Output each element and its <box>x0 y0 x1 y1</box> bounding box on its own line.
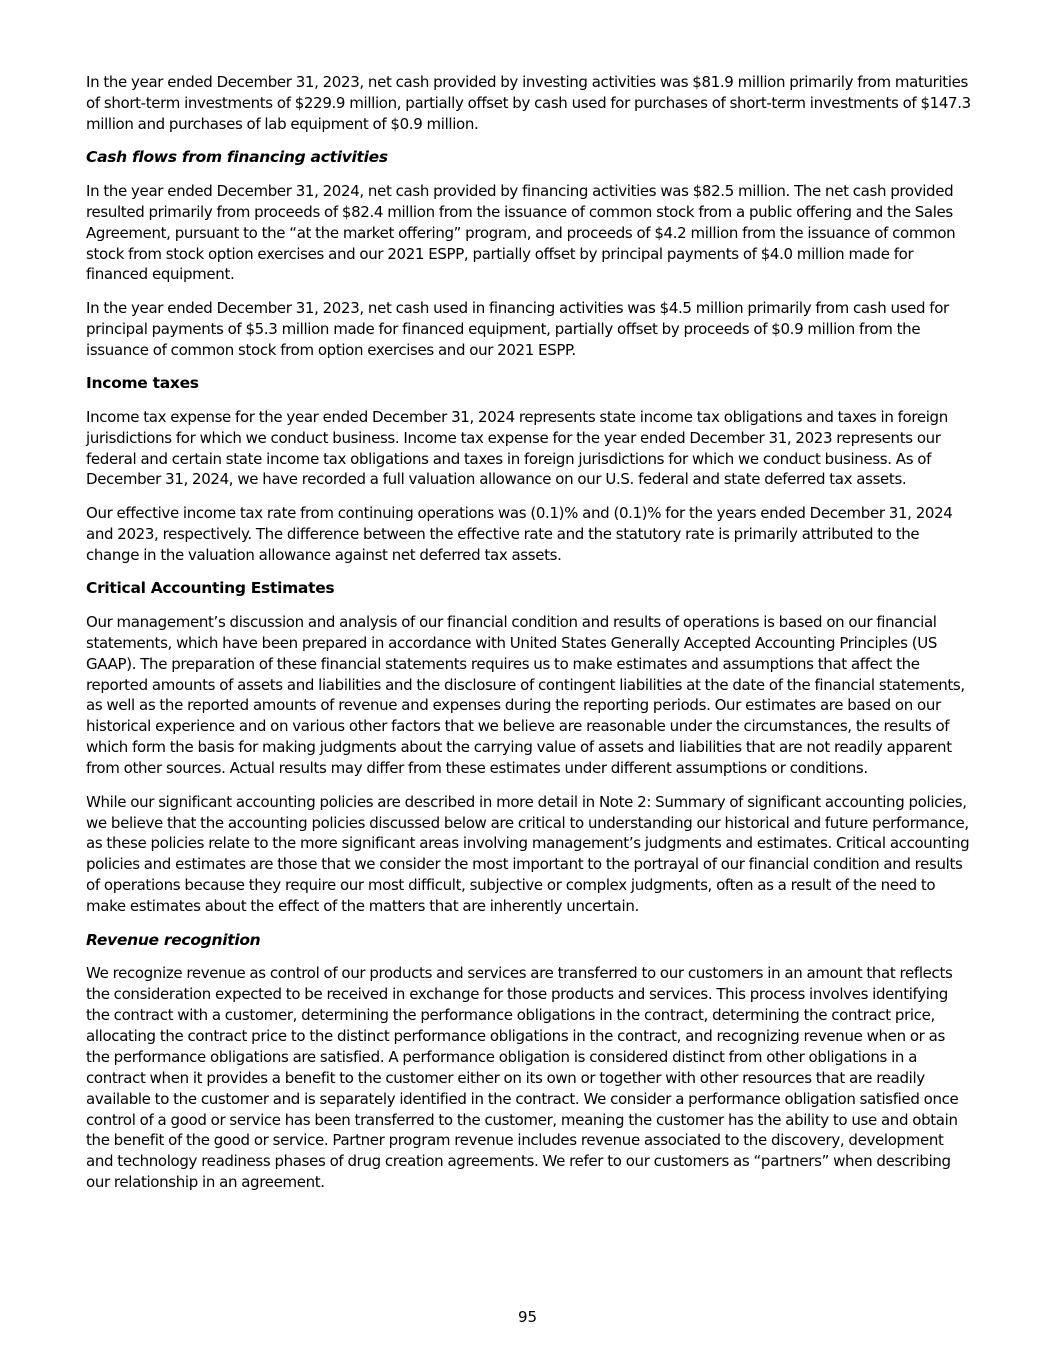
financing-2024-paragraph: In the year ended December 31, 2024, net cash provided by financing activities was $82.5 million. The net cash provided resulted primarily from proceeds of $82.4 million from the issuance of common stock from a public offering and the Sales Agreement, pursuant to the “at the market offering” program, and proceeds of $4.2 million from the issuance of common stock from stock option exercises and our 2021 ESPP, partially offset by principal payments of $4.0 million made for financed equipment. <box>86 181 956 284</box>
effective-tax-rate-paragraph: Our effective income tax rate from continuing operations was (0.1)% and (0.1)% for the years ended December 31, 2024 and 2023, respectively. The difference between the effective rate and the statutory rate is primarily attributed to the change in the valuation allowance against net deferred tax assets. <box>86 503 953 564</box>
revenue-recognition-heading: Revenue recognition <box>86 930 261 949</box>
critical-accounting-estimates-heading: Critical Accounting Estimates <box>86 579 335 598</box>
investing-2023-paragraph: In the year ended December 31, 2023, net cash provided by investing activities was $81.9 million primarily from maturities of short-term investments of $229.9 million, partially offset by cash used for purchases of short-term investments of $147.3 million and purchases of lab equipment of $0.9 million. <box>86 73 971 133</box>
document-page <box>86 72 971 1206</box>
income-taxes-heading: Income taxes <box>86 374 199 393</box>
financing-2023-paragraph: In the year ended December 31, 2023, net cash used in financing activities was $4.5 million primarily from cash used for principal payments of $5.3 million made for financed equipment, partially offset by proceeds of $0.9 million from the issuance of common stock from option exercises and our 2021 ESPP. <box>86 298 949 359</box>
md-and-a-paragraph: Our management’s discussion and analysis of our financial condition and results of operations is based on our financial statements, which have been prepared in accordance with United States Generally Accepted Accounting Principles (US GAAP). The preparation of these financial statements requires us to make estimates and assumptions that affect the reported amounts of assets and liabilities and the disclosure of contingent liabilities at the date of the financial statements, as well as the reported amounts of revenue and expenses during the reporting periods. Our estimates are based on our historical experience and on various other factors that we believe are reasonable under the circumstances, the results of which form the basis for making judgments about the carrying value of assets and liabilities that are not readily apparent from other sources. Actual results may differ from these estimates under different assumptions or conditions. <box>86 612 965 778</box>
revenue-recognition-paragraph: We recognize revenue as control of our products and services are transferred to our customers in an amount that reflects the consideration expected to be received in exchange for those products and services. This process involves identifying the contract with a customer, determining the performance obligations in the contract, determining the contract price, allocating the contract price to the distinct performance obligations in the contract, and recognizing revenue when or as the performance obligations are satisfied. A performance obligation is considered distinct from other obligations in a contract when it provides a benefit to the customer either on its own or together with other resources that are readily available to the customer and is separately identified in the contract. We consider a performance obligation satisfied once control of a good or service has been transferred to the customer, meaning the customer has the ability to use and obtain the benefit of the good or service. Partner program revenue includes revenue associated to the discovery, development and technology readiness phases of drug creation agreements. We refer to our customers as “partners” when describing our relationship in an agreement. <box>86 964 959 1192</box>
income-tax-expense-paragraph: Income tax expense for the year ended December 31, 2024 represents state income tax obligations and taxes in foreign jurisdictions for which we conduct business. Income tax expense for the year ended December 31, 2023 represents our federal and certain state income tax obligations and taxes in foreign jurisdictions for which we conduct business. As of December 31, 2024, we have recorded a full valuation allowance on our U.S. federal and state deferred tax assets. <box>86 407 948 489</box>
financing-activities-heading: Cash flows from financing activities <box>86 148 388 167</box>
significant-policies-paragraph: While our significant accounting policies are described in more detail in Note 2: Summary of significant accounting policies, we believe that the accounting policies discussed below are critical to understanding our historical and future performance, as these policies relate to the more significant areas involving management’s judgments and estimates. Critical accounting policies and estimates are those that we consider the most important to the portrayal of our financial condition and results of operations because they require our most difficult, subjective or complex judgments, often as a result of the need to make estimates about the effect of the matters that are inherently uncertain. <box>86 792 970 916</box>
page-number: 95 <box>517 1308 538 1326</box>
